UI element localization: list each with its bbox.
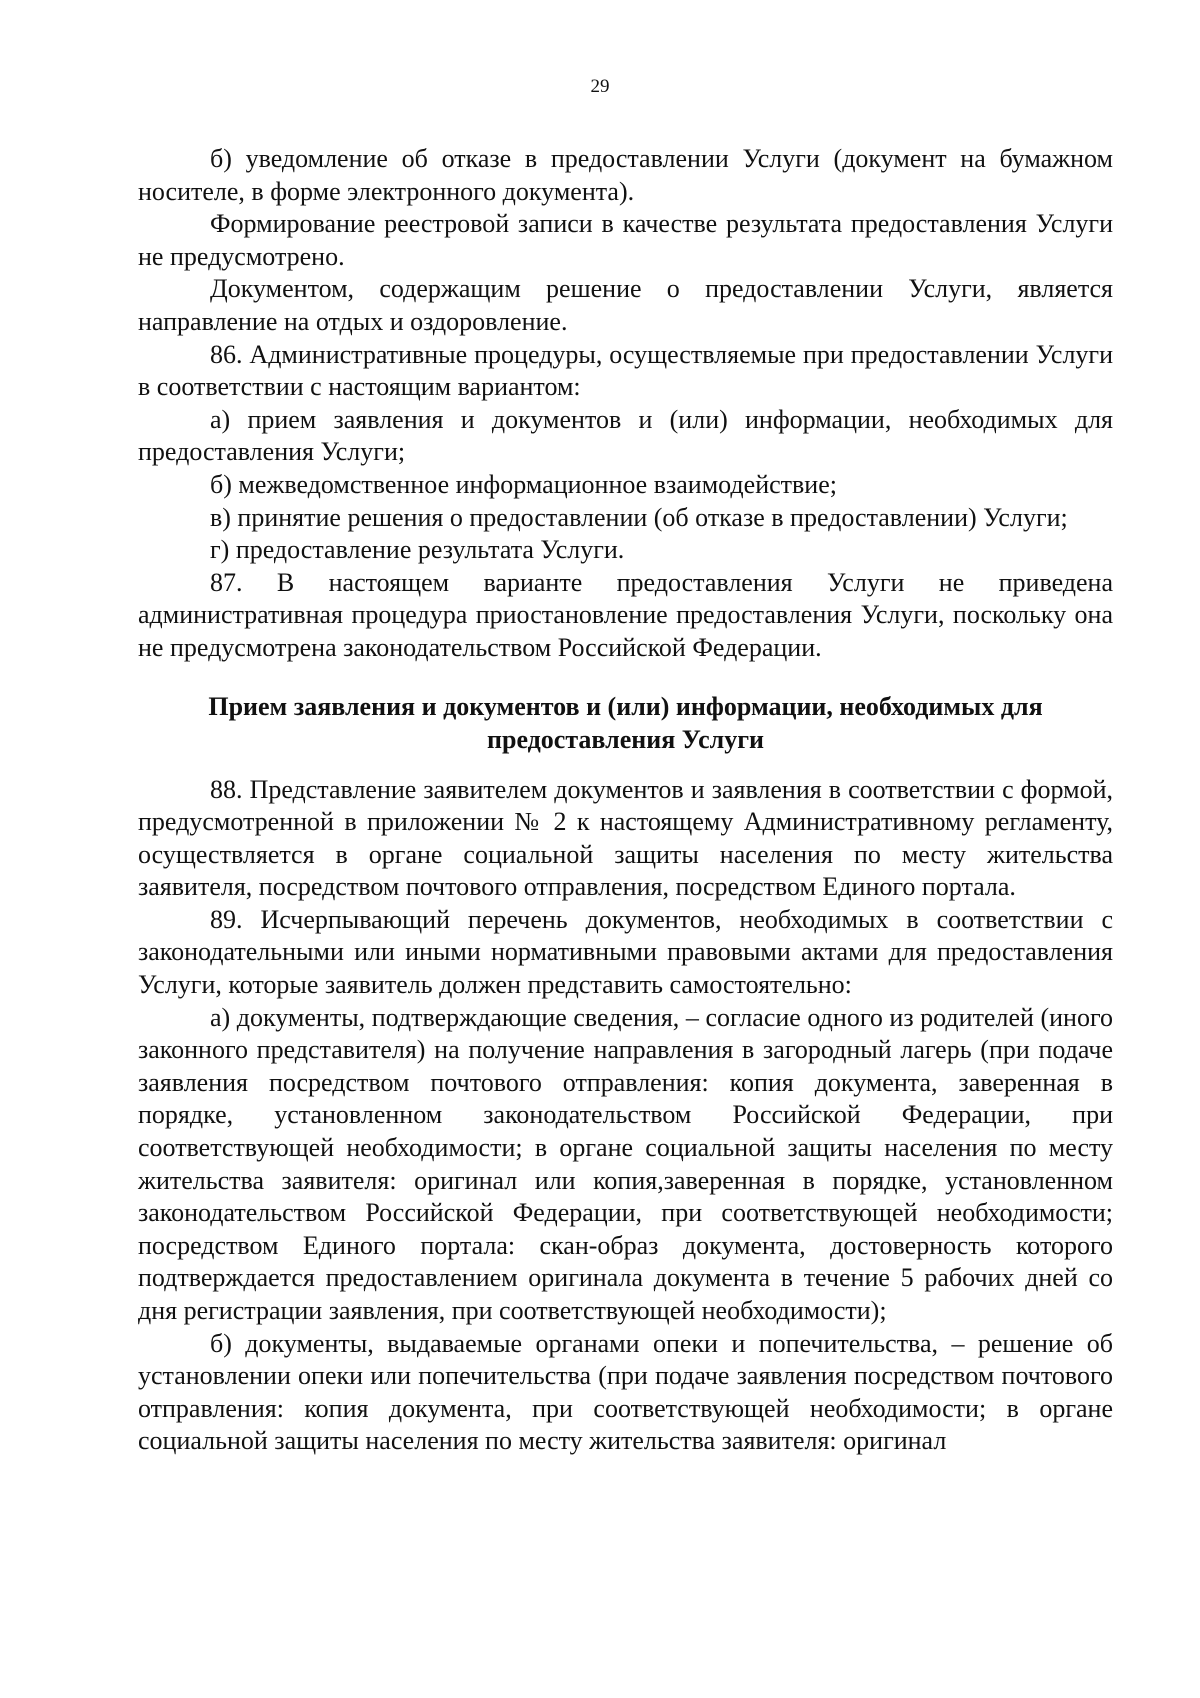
paragraph-86: 86. Административные процедуры, осуществляемые при предоставлении Услуги в соответствии с настоящим вариантом: — [138, 339, 1113, 402]
paragraph-notice-refusal: б) уведомление об отказе в предоставлении Услуги (документ на бумажном носителе, в форме электронного документа). — [138, 144, 1113, 206]
document-body — [138, 143, 1113, 1458]
list-item-89-b: б) документы, выдаваемые органами опеки и попечительства, – решение об установлении опеки или попечительства (при подаче заявления посредством почтового отправления: копия документа, при соответствующей необходимости; в органе социальной защиты населения по месту жительства заявителя: оригинал — [138, 1328, 1113, 1456]
list-item-86-a: а) прием заявления и документов и (или) информации, необходимых для предоставления Услуги; — [138, 404, 1113, 467]
section-heading-line-2: предоставления Услуги — [487, 724, 764, 754]
paragraph-88: 88. Представление заявителем документов и заявления в соответствии с формой, предусмотренной в приложении № 2 к настоящему Административному регламенту, осуществляется в органе социальной защиты населения по месту жительства заявителя, посредством почтового отправления, посредством Единого портала. — [138, 774, 1113, 902]
section-heading-line-1: Прием заявления и документов и (или) информации, необходимых для — [208, 691, 1043, 721]
paragraph-89: 89. Исчерпывающий перечень документов, необходимых в соответствии с законодательными или иными нормативными правовыми актами для предоставления Услуги, которые заявитель должен представить самостоятельно: — [138, 904, 1113, 1000]
list-item-86-g: г) предоставление результата Услуги. — [210, 535, 625, 565]
list-item-86-b: б) межведомственное информационное взаимодействие; — [210, 469, 837, 499]
page-number: 29 — [590, 76, 610, 97]
list-item-86-v: в) принятие решения о предоставлении (об отказе в предоставлении) Услуги; — [210, 502, 1068, 532]
paragraph-decision-document: Документом, содержащим решение о предоставлении Услуги, является направление на отдых и оздоровление. — [138, 274, 1113, 336]
paragraph-87: 87. В настоящем варианте предоставления Услуги не приведена административная процедура приостановление предоставления Услуги, поскольку она не предусмотрена законодательством Российской Федерации. — [138, 567, 1113, 662]
section-heading — [138, 690, 1113, 756]
list-item-89-a: а) документы, подтверждающие сведения, – согласие одного из родителей (иного законного представителя) на получение направления в загородный лагерь (при подаче заявления посредством почтового отправления: копия документа, заверенная в порядке, установленном законодательством Российской Федерации, при соответствующей необходимости; в органе социальной защиты населения по месту жительства заявителя: оригинал или копия,заверенная в порядке, установленном законодательством Российской Федерации, при соответствующей необходимости; посредством Единого портала: скан-образ документа, достоверность которого подтверждается предоставлением оригинала документа в течение 5 рабочих дней со дня регистрации заявления, при соответствующей необходимости); — [138, 1002, 1113, 1325]
paragraph-registry-record: Формирование реестровой записи в качестве результата предоставления Услуги не предусмотрено. — [138, 209, 1113, 271]
